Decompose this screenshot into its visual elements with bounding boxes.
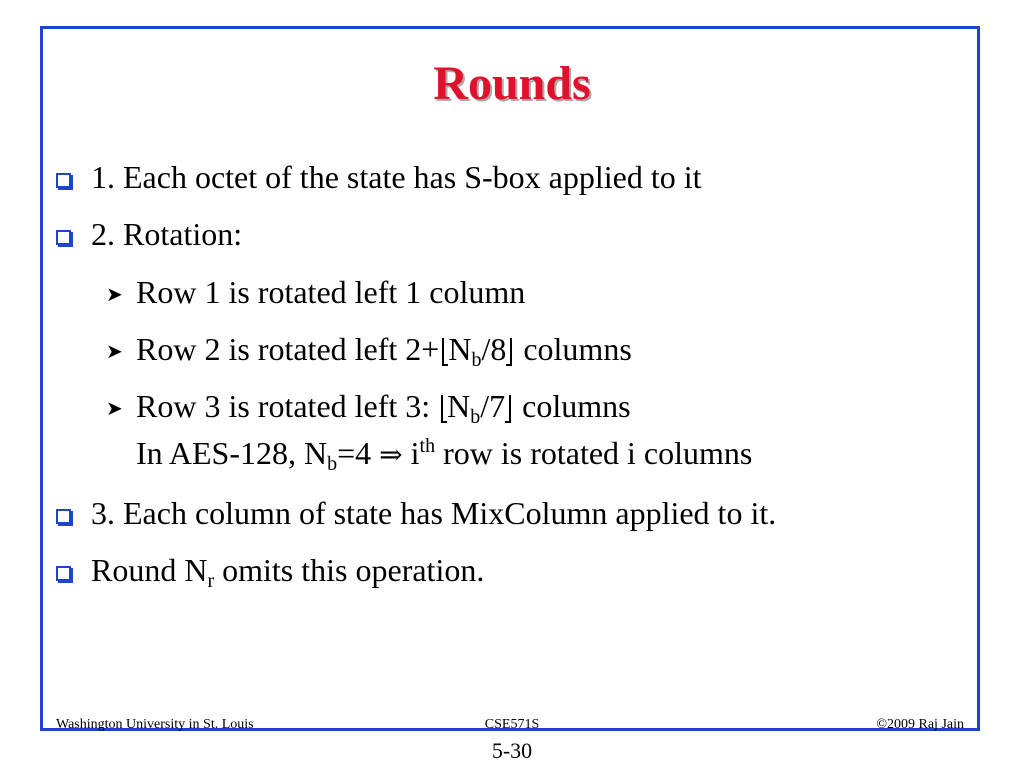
bullet-4-suffix: omits this operation. [214, 552, 485, 588]
floor-left-bracket-icon [439, 338, 448, 366]
arrow-bullet-icon: ➤ [106, 396, 123, 420]
sub-bullet-2-suffix: columns [515, 331, 632, 367]
sub-bullet-2-divisor: /8 [481, 331, 507, 367]
aes-superscript: th [419, 435, 436, 457]
sub-bullet-3-continuation [136, 433, 752, 475]
bullet-2-text: 2. Rotation: [91, 216, 243, 252]
bullet-4-prefix: Round N [91, 552, 208, 588]
bullet-4-text [91, 550, 484, 590]
square-bullet-icon [56, 230, 71, 245]
floor-right-bracket-icon [506, 338, 515, 366]
bullet-4-subscript: r [207, 570, 215, 592]
square-bullet-icon [56, 566, 71, 581]
sub-bullet-2-n: N [448, 331, 472, 367]
bullet-3-text: 3. Each column of state has MixColumn applied to it. [91, 495, 777, 531]
aes-suffix: row is rotated i columns [435, 435, 753, 471]
sub-bullet-2-text [136, 329, 632, 369]
sub-bullet-2-subscript: b [471, 349, 482, 371]
aes-equals: =4 [337, 435, 380, 471]
sub-bullet-2-prefix: Row 2 is rotated left 2+ [136, 331, 440, 367]
sub-bullet-3-prefix: Row 3 is rotated left 3: [136, 388, 439, 424]
aes-subscript: b [327, 453, 338, 475]
sub-bullet-3-subscript: b [470, 406, 481, 428]
footer-center: CSE571S [484, 717, 540, 732]
page-number: 5-30 [491, 738, 533, 763]
footer-left: Washington University in St. Louis [56, 717, 254, 732]
slide-frame [40, 26, 980, 731]
sub-bullet-3-n: N [447, 388, 471, 424]
slide-title: Rounds [433, 57, 591, 110]
sub-bullet-3-suffix: columns [514, 388, 631, 424]
square-bullet-icon [56, 173, 71, 188]
sub-bullet-1-text: Row 1 is rotated left 1 column [136, 274, 526, 310]
sub-bullet-3-text [136, 386, 631, 426]
floor-right-bracket-icon [505, 395, 514, 423]
aes-prefix: In AES-128, N [136, 435, 328, 471]
bullet-1-text: 1. Each octet of the state has S-box applied to it [91, 159, 702, 195]
sub-bullet-3-divisor: /7 [480, 388, 506, 424]
footer-right: ©2009 Raj Jain [876, 717, 964, 732]
arrow-bullet-icon: ➤ [106, 339, 123, 363]
aes-i: i [402, 435, 420, 471]
arrow-bullet-icon: ➤ [106, 282, 123, 306]
implies-icon: ⇒ [379, 438, 403, 471]
square-bullet-icon [56, 509, 71, 524]
floor-left-bracket-icon [438, 395, 447, 423]
